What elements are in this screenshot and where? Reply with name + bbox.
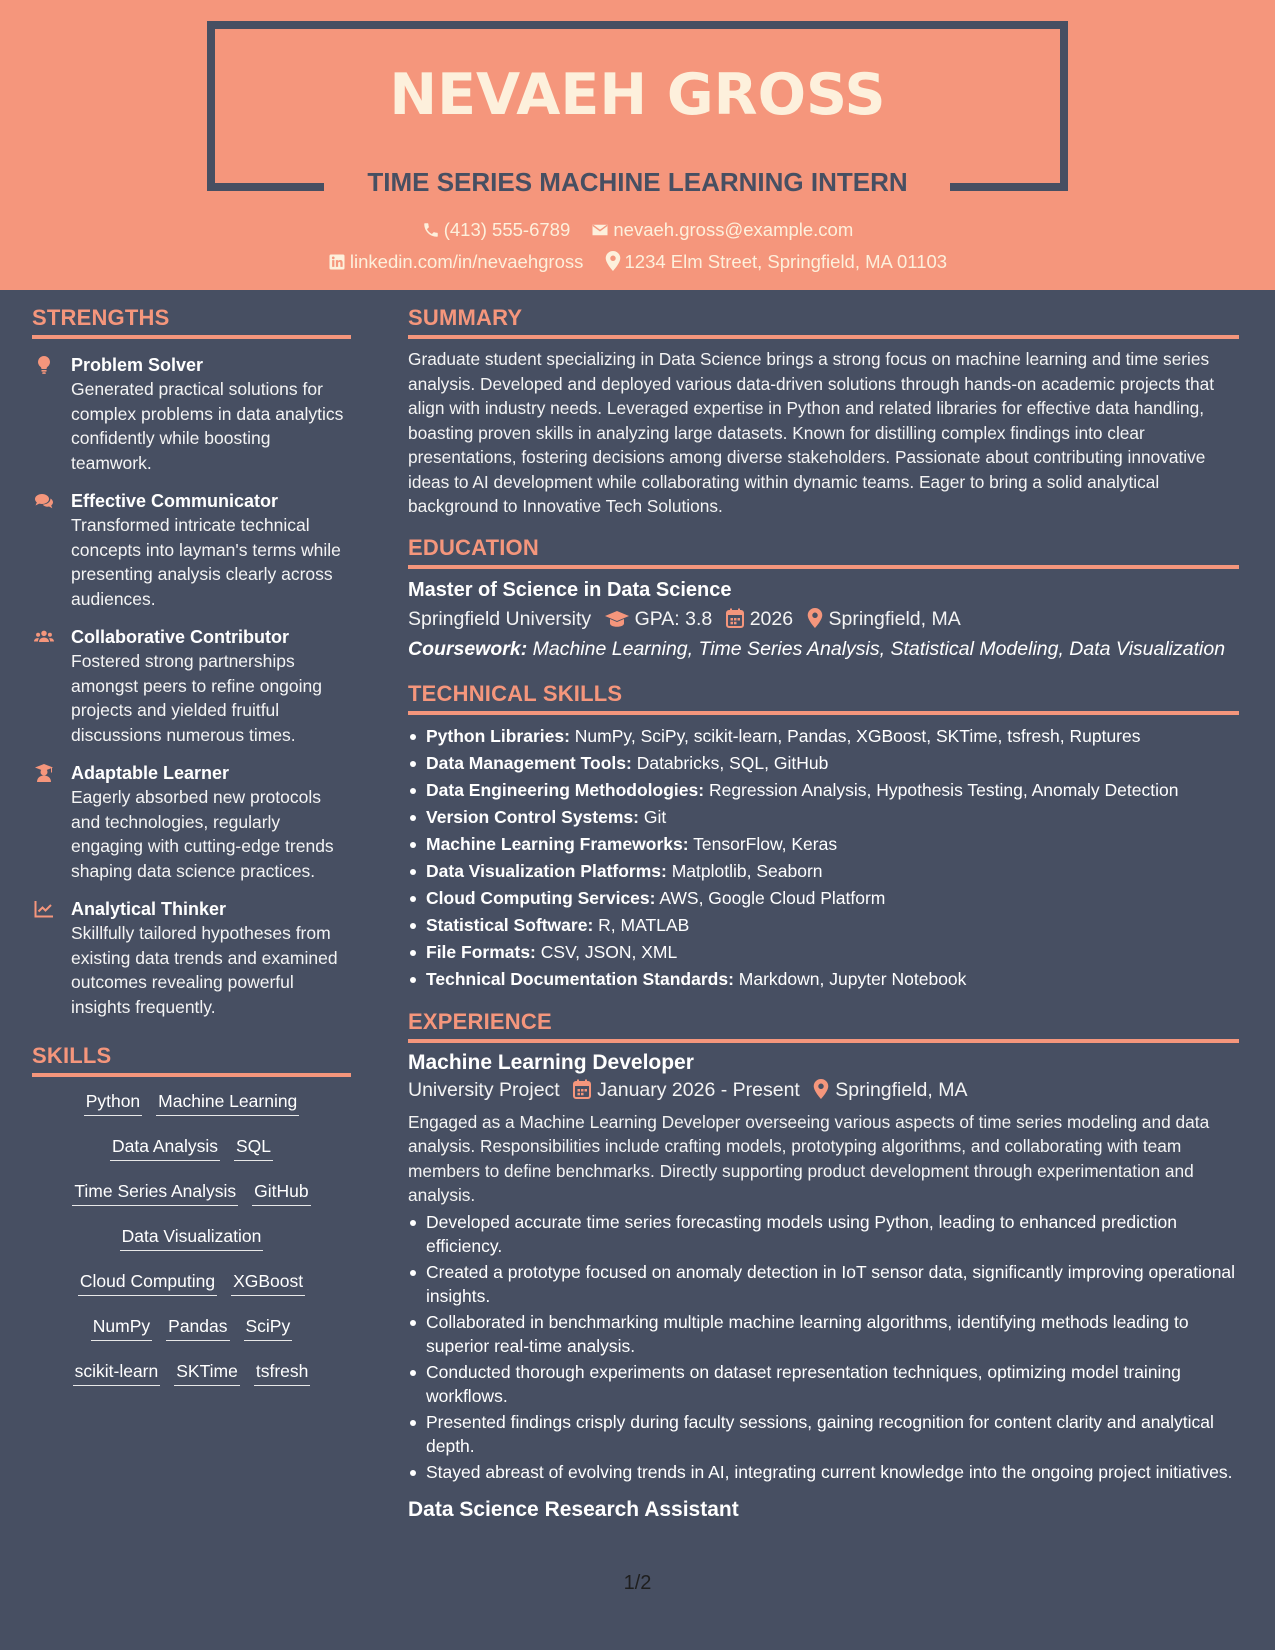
degree-title: Master of Science in Data Science	[408, 578, 732, 601]
skill-category: Statistical Software:	[426, 914, 594, 935]
skill-category: Data Visualization Platforms:	[426, 860, 667, 881]
users-icon	[34, 627, 54, 647]
list-item	[408, 885, 1239, 912]
skill-row	[32, 1089, 351, 1134]
skill-tag: scikit-learn	[73, 1359, 161, 1386]
technical-skills-section	[408, 681, 1239, 993]
skill-category: Data Engineering Methodologies:	[426, 779, 705, 800]
skill-category: Technical Documentation Standards:	[426, 968, 734, 989]
skill-values: Git	[643, 806, 667, 827]
technical-skills-heading: TECHNICAL SKILLS	[408, 681, 1239, 715]
skill-tag: Pandas	[166, 1314, 229, 1341]
job-meta	[408, 1079, 1239, 1102]
education-section	[408, 535, 1239, 661]
skill-tag: SKTime	[174, 1359, 240, 1386]
skill-category: Data Management Tools:	[426, 752, 632, 773]
contact-row-2	[0, 251, 1275, 273]
strength-item	[32, 761, 351, 883]
skills-cloud	[32, 1089, 351, 1404]
list-item	[408, 831, 1239, 858]
page-number: 1/2	[623, 1572, 652, 1594]
skill-tag: SQL	[234, 1134, 273, 1161]
skill-tag: XGBoost	[231, 1269, 305, 1296]
list-item	[408, 804, 1239, 831]
phone-contact[interactable]	[422, 219, 571, 241]
skill-tag: Time Series Analysis	[72, 1179, 238, 1206]
skill-category: File Formats:	[426, 941, 536, 962]
skill-tag: tsfresh	[254, 1359, 311, 1386]
strength-title: Analytical Thinker	[71, 899, 227, 919]
strengths-heading: STRENGTHS	[32, 305, 351, 339]
strength-desc: Eagerly absorbed new protocols and technologies, regularly engaging with cutting-edge trends shaping data science practices.	[71, 787, 334, 881]
job-title: Machine Learning Developer	[408, 1050, 694, 1074]
skill-tag: GitHub	[252, 1179, 310, 1206]
list-item	[408, 912, 1239, 939]
job-dates: January 2026 - Present	[597, 1078, 800, 1101]
address-text: 1234 Elm Street, Springfield, MA 01103	[624, 251, 948, 272]
strength-desc: Fostered strong partnerships amongst peers to refine ongoing projects and yielded fruitful discussions numerous times.	[71, 651, 322, 745]
skill-row	[32, 1269, 351, 1314]
lightbulb-icon	[34, 355, 54, 375]
graduate-icon	[34, 763, 54, 783]
skill-category: Python Libraries:	[426, 725, 570, 746]
skill-values: CSV, JSON, XML	[540, 941, 678, 962]
resume-header	[0, 0, 1275, 290]
contact-row-1	[0, 219, 1275, 241]
map-marker-icon	[813, 1079, 829, 1099]
strength-item	[32, 353, 351, 475]
job-description: Engaged as a Machine Learning Developer overseeing various aspects of time series modeling and data analysis. Responsibilities include crafting models, prototyping algorithms, and collaborating with team members to define benchmarks. Directly supporting product development through experimentation and analysis.	[408, 1111, 1210, 1205]
list-item: Developed accurate time series forecasting models using Python, leading to enhanced prediction efficiency.	[408, 1210, 1239, 1259]
strength-title: Problem Solver	[71, 355, 204, 375]
skill-values: AWS, Google Cloud Platform	[659, 887, 886, 908]
calendar-icon	[726, 608, 744, 628]
skill-values: Databricks, SQL, GitHub	[636, 752, 829, 773]
strength-item	[32, 897, 351, 1019]
graduation-cap-icon	[605, 610, 629, 628]
skill-tag: Data Visualization	[120, 1224, 264, 1251]
skill-values: NumPy, SciPy, scikit-learn, Pandas, XGBoost, SKTime, tsfresh, Ruptures	[574, 725, 1141, 746]
strength-title: Adaptable Learner	[71, 763, 230, 783]
experience-section	[408, 1009, 1239, 1523]
coursework	[408, 637, 1239, 661]
skill-tag: Python	[84, 1089, 142, 1116]
school-location: Springfield, MA	[828, 607, 961, 630]
skill-row	[32, 1179, 351, 1224]
education-heading: EDUCATION	[408, 535, 1239, 569]
job-org: University Project	[408, 1078, 560, 1101]
job-bullets	[408, 1210, 1239, 1485]
map-marker-icon	[807, 608, 823, 628]
list-item	[408, 723, 1239, 750]
email-contact[interactable]	[591, 219, 853, 241]
summary-text: Graduate student specializing in Data Science brings a strong focus on machine learning and time series analysis. Developed and deployed various data-driven solutions through hands-on academic projects that align with industry needs. Leveraged expertise in Python and related libraries for effective data handling, boasting proven skills in analyzing large datasets. Known for distilling complex findings into clear presentations, fostering decisions among diverse stakeholders. Passionate about contributing innovative ideas to AI development while collaborating within dynamic teams. Eager to bring a solid analytical background to Innovative Tech Solutions.	[408, 349, 1214, 516]
skill-row	[32, 1134, 351, 1179]
right-column	[408, 305, 1239, 1522]
comments-icon	[34, 491, 54, 511]
calendar-icon	[573, 1079, 591, 1099]
list-item	[408, 777, 1239, 804]
list-item: Collaborated in benchmarking multiple machine learning algorithms, identifying methods leading to superior real-time analysis.	[408, 1310, 1239, 1359]
envelope-icon	[591, 221, 609, 239]
list-item: Stayed abreast of evolving trends in AI, integrating current knowledge into the ongoing project initiatives.	[408, 1460, 1239, 1485]
coursework-label: Coursework:	[408, 637, 528, 660]
address-contact	[605, 251, 948, 273]
strength-desc: Skillfully tailored hypotheses from existing data trends and examined outcomes revealing powerful insights frequently.	[71, 923, 338, 1017]
skill-row	[32, 1314, 351, 1359]
list-item: Created a prototype focused on anomaly detection in IoT sensor data, significantly improving operational insights.	[408, 1260, 1239, 1309]
skill-tag: Cloud Computing	[78, 1269, 217, 1296]
skill-tag: SciPy	[244, 1314, 293, 1341]
job-role: TIME SERIES MACHINE LEARNING INTERN	[367, 167, 908, 197]
summary-heading: SUMMARY	[408, 305, 1239, 339]
linkedin-icon	[328, 253, 346, 271]
skill-tag: Machine Learning	[156, 1089, 299, 1116]
list-item: Presented findings crisply during faculty sessions, gaining recognition for content clarity and analytical depth.	[408, 1410, 1239, 1459]
left-column	[32, 305, 351, 1404]
skill-values: TensorFlow, Keras	[693, 833, 838, 854]
linkedin-contact[interactable]	[328, 251, 583, 273]
skill-category: Machine Learning Frameworks:	[426, 833, 689, 854]
skill-category: Version Control Systems:	[426, 806, 639, 827]
experience-heading: EXPERIENCE	[408, 1009, 1239, 1043]
skill-row	[32, 1224, 351, 1269]
graduation-year: 2026	[749, 607, 794, 630]
list-item: Conducted thorough experiments on dataset representation techniques, optimizing model training workflows.	[408, 1360, 1239, 1409]
skill-values: Matplotlib, Seaborn	[671, 860, 823, 881]
skill-values: Regression Analysis, Hypothesis Testing, Anomaly Detection	[708, 779, 1179, 800]
school-name: Springfield University	[408, 607, 592, 630]
gpa-value: GPA: 3.8	[634, 607, 713, 630]
job-title: Data Science Research Assistant	[408, 1498, 739, 1521]
phone-text: (413) 555-6789	[443, 219, 571, 240]
skill-row	[32, 1359, 351, 1404]
phone-icon	[422, 221, 440, 239]
strength-item	[32, 489, 351, 611]
list-item	[408, 939, 1239, 966]
strength-item	[32, 625, 351, 747]
skill-tag: NumPy	[91, 1314, 152, 1341]
linkedin-text: linkedin.com/in/nevaehgross	[349, 251, 584, 272]
list-item	[408, 858, 1239, 885]
skill-values: R, MATLAB	[598, 914, 690, 935]
line-chart-icon	[34, 899, 54, 919]
strength-title: Collaborative Contributor	[71, 627, 290, 647]
strength-desc: Generated practical solutions for complex problems in data analytics confidently while boosting teamwork.	[71, 379, 344, 473]
job-location: Springfield, MA	[835, 1078, 968, 1101]
skill-tag: Data Analysis	[110, 1134, 220, 1161]
map-marker-icon	[605, 251, 621, 271]
skills-heading: SKILLS	[32, 1043, 351, 1077]
skill-category: Cloud Computing Services:	[426, 887, 656, 908]
strength-desc: Transformed intricate technical concepts into layman's terms while presenting analysis clearly across audiences.	[71, 515, 341, 609]
list-item	[408, 966, 1239, 993]
strength-title: Effective Communicator	[71, 491, 279, 511]
email-text: nevaeh.gross@example.com	[613, 219, 854, 240]
list-item	[408, 750, 1239, 777]
technical-skills-list	[408, 723, 1239, 993]
coursework-list: Machine Learning, Time Series Analysis, Statistical Modeling, Data Visualization	[532, 637, 1226, 660]
candidate-name: NEVAEH GROSS	[389, 62, 886, 128]
skill-values: Markdown, Jupyter Notebook	[738, 968, 967, 989]
education-meta	[408, 608, 1239, 631]
